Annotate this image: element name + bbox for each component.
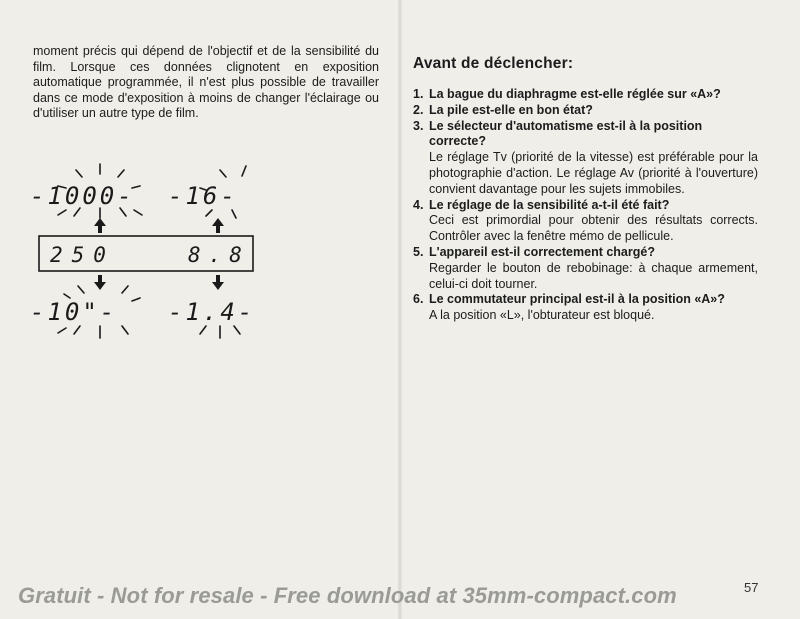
blink-readout-top-right: -16- xyxy=(168,182,238,210)
item-question: La bague du diaphragme est-elle réglée sur «A»? xyxy=(429,87,721,101)
item-question: La pile est-elle en bon état? xyxy=(429,102,593,117)
page-fold xyxy=(398,0,402,619)
item-answer: Ceci est primordial pour obtenir des résultats corrects. Contrôler avec la fenêtre mémo de pellicule. xyxy=(429,213,758,244)
arrow-up-icon xyxy=(94,218,106,233)
blink-readout-top-left: -1000- xyxy=(30,182,135,210)
item-number: 1. xyxy=(413,87,424,101)
arrow-down-icon xyxy=(94,275,106,290)
shutter-speed-display: 250 xyxy=(50,243,115,267)
item-question: Le commutateur principal est-il à la position «A»? xyxy=(429,292,725,307)
checklist-item xyxy=(413,198,758,245)
arrow-down-icon xyxy=(212,275,224,290)
checklist-item xyxy=(413,292,758,324)
item-answer: Le réglage Tv (priorité de la vitesse) est préférable pour la photographie d'action. Le réglage Av (priorité à l'ouverture) convient davantage pour les sujets immobiles. xyxy=(429,150,758,196)
item-number: 4. xyxy=(413,197,424,212)
lcd-diagram xyxy=(28,158,378,358)
section-heading: Avant de déclencher: xyxy=(413,55,574,72)
item-question: Le sélecteur d'automatisme est-il à la position correcte? xyxy=(429,118,703,149)
blink-readout-bottom-left: -10"- xyxy=(30,298,118,326)
blink-rays-bottom-right xyxy=(200,326,240,338)
checklist-item xyxy=(413,103,758,119)
left-column xyxy=(33,44,379,122)
checklist-item xyxy=(413,245,758,292)
item-number: 2. xyxy=(413,102,424,117)
item-answer: A la position «L», l'obturateur est bloqué. xyxy=(429,308,655,323)
checklist-item xyxy=(413,87,758,103)
body-paragraph: moment précis qui dépend de l'objectif et de la sensibilité du film. Lorsque ces données clignotent en exposition automatique programmée, il n'est plus possible de travailler dans ce mode d'exposition à moins de changer l'éclairage ou d'utiliser un autre type de film. xyxy=(33,44,379,121)
exposure-display-illustration xyxy=(28,158,378,358)
item-number: 6. xyxy=(413,292,424,307)
item-question: L'appareil est-il correctement chargé? xyxy=(429,244,655,259)
item-number: 5. xyxy=(413,244,424,259)
aperture-display: 8.8 xyxy=(188,243,250,267)
right-column xyxy=(413,55,758,324)
page-number: 57 xyxy=(744,580,759,595)
checklist xyxy=(413,87,758,324)
item-answer: Regarder le bouton de rebobinage: à chaque armement, celui-ci doit tourner. xyxy=(429,260,758,291)
watermark-link[interactable]: Gratuit - Not for resale - Free download at 35mm-compact.com xyxy=(18,583,677,608)
blink-readout-bottom-right: -1.4- xyxy=(168,298,256,326)
checklist-item xyxy=(413,119,758,198)
arrow-up-icon xyxy=(212,218,224,233)
item-question: Le réglage de la sensibilité a-t-il été fait? xyxy=(429,197,670,212)
item-number: 3. xyxy=(413,118,424,133)
